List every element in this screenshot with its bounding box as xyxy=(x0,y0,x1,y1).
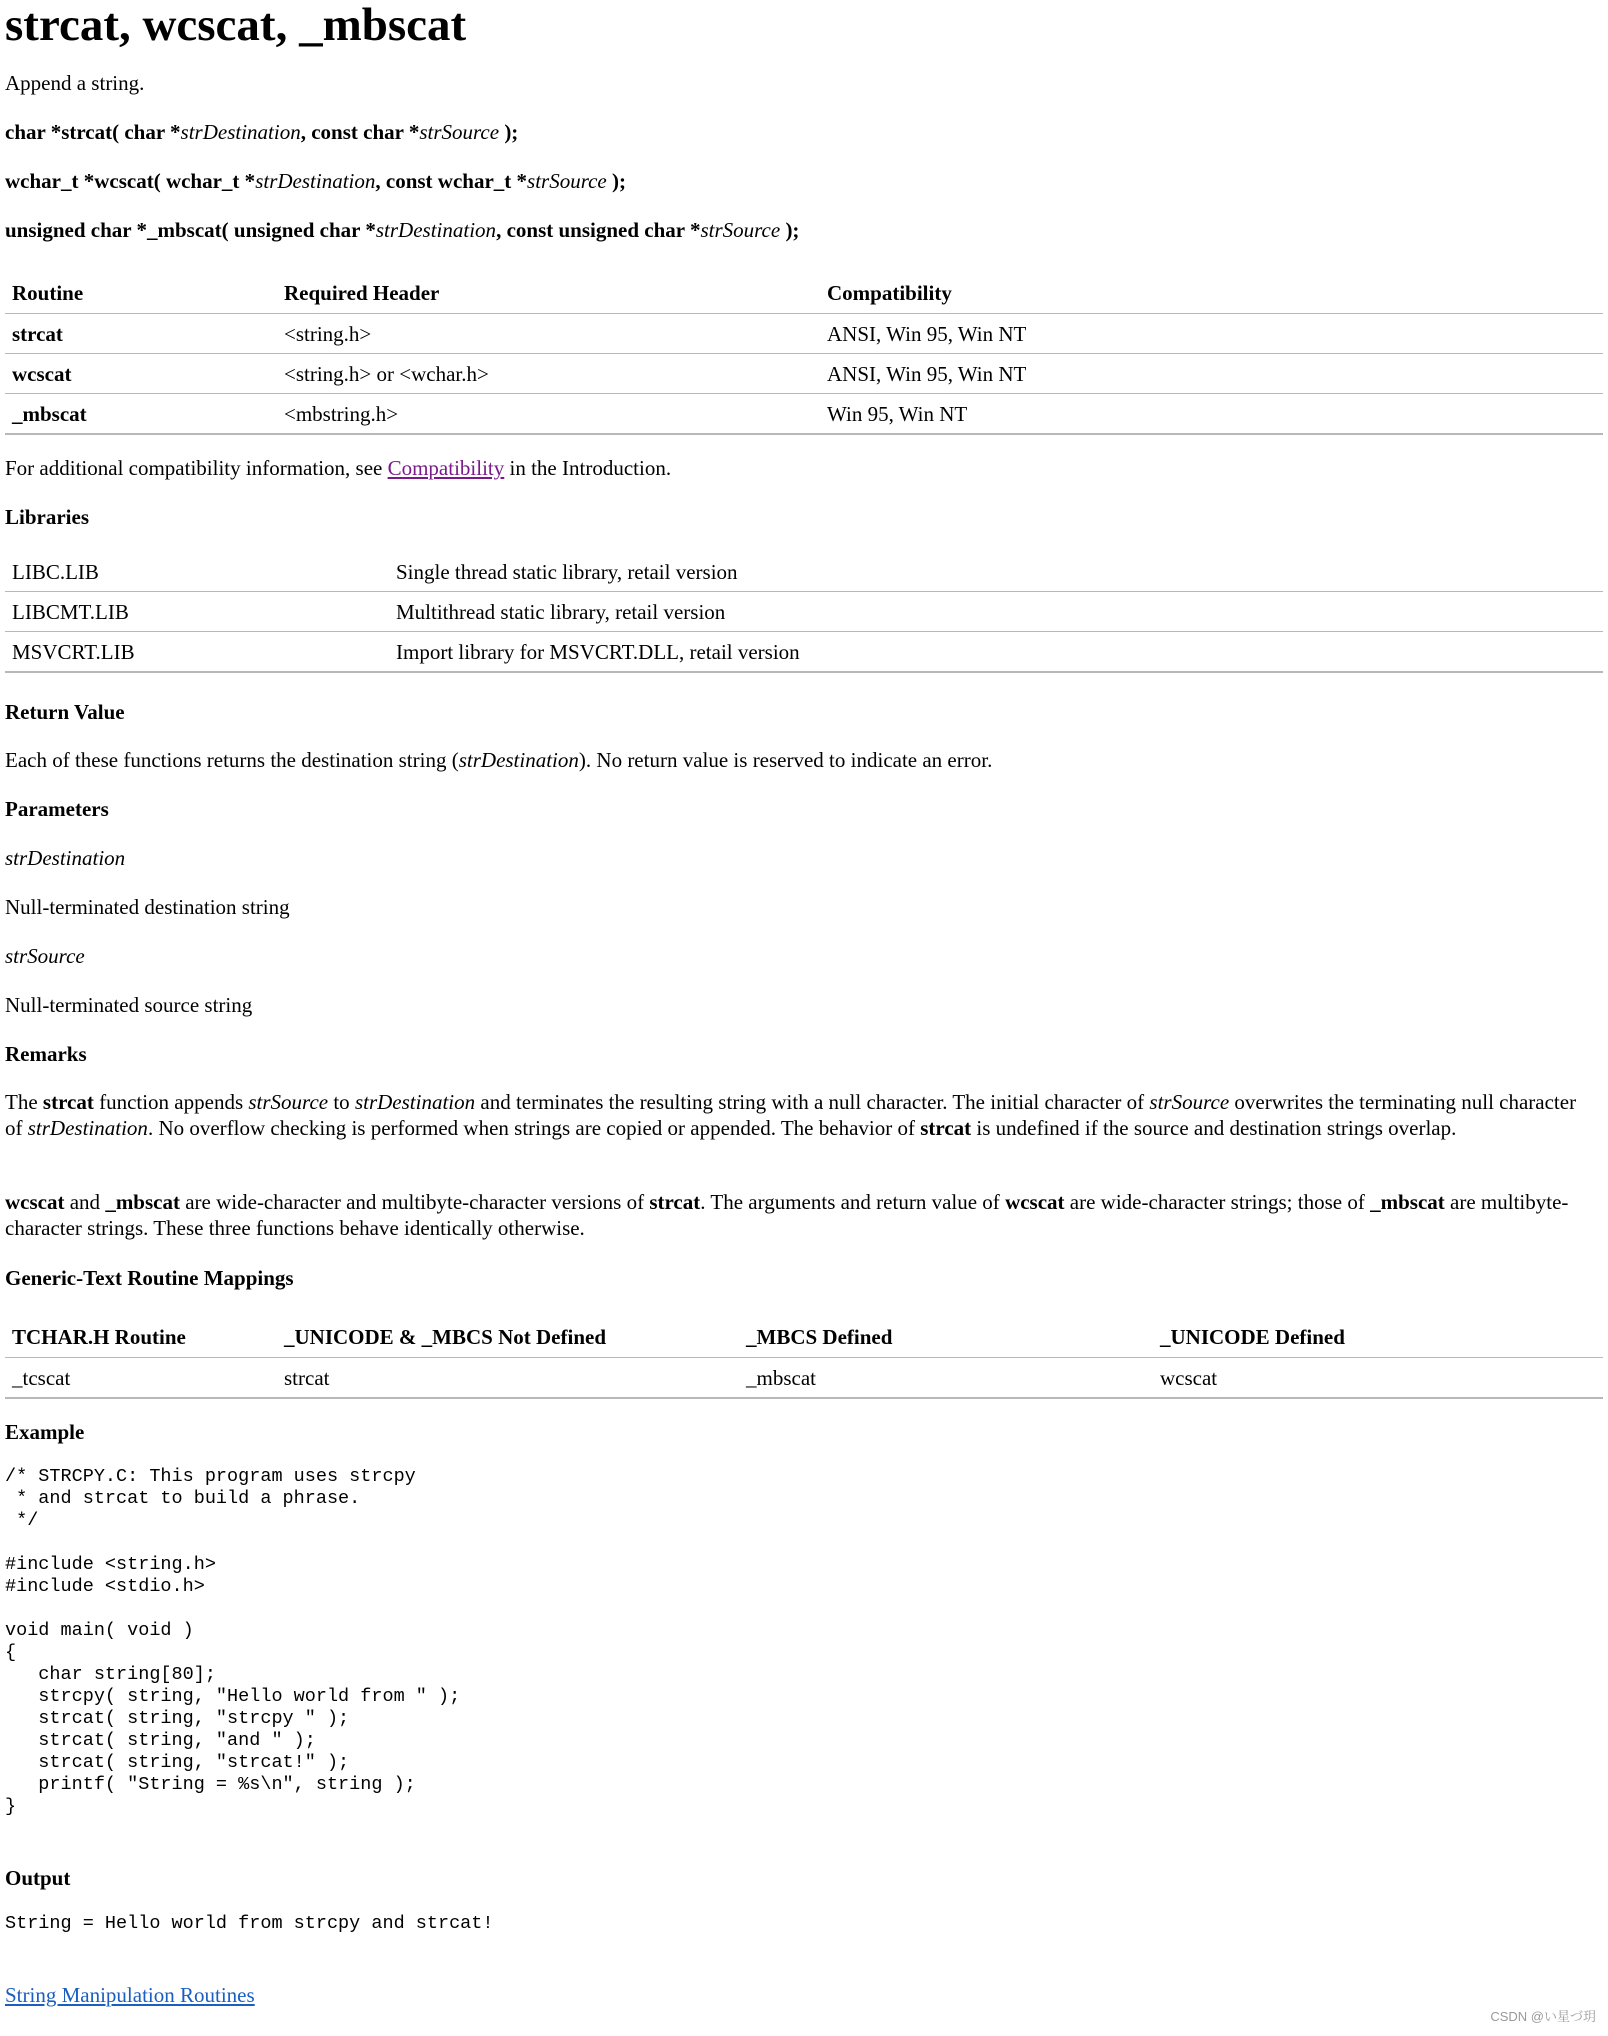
footer-links xyxy=(5,1982,255,2008)
parameters-heading: Parameters xyxy=(5,797,109,821)
function-name: _mbscat xyxy=(1370,1190,1445,1214)
routine-cell: strcat xyxy=(5,314,277,354)
param-ref: strDestination xyxy=(180,120,301,144)
text-run: are wide-character strings; those of xyxy=(1064,1190,1371,1214)
text-run: function appends xyxy=(93,1090,249,1114)
column-header: Routine xyxy=(5,262,277,314)
routine-cell: wcscat xyxy=(5,354,277,394)
compatibility-table xyxy=(5,262,1603,435)
signature-mid: , const wchar_t * xyxy=(375,169,528,193)
compat-cell: Win 95, Win NT xyxy=(820,394,1603,435)
function-name: wcscat xyxy=(1005,1190,1065,1214)
column-header: Required Header xyxy=(277,262,820,314)
library-desc: Single thread static library, retail version xyxy=(389,552,1603,592)
param-ref: strSource xyxy=(248,1090,329,1114)
example-heading: Example xyxy=(5,1420,85,1444)
function-name: strcat xyxy=(42,1090,94,1114)
mappings-table xyxy=(5,1306,1603,1399)
libraries-heading: Libraries xyxy=(5,505,89,529)
function-name: strcat xyxy=(920,1116,972,1140)
return-text: ). No return value is reserved to indicate an error. xyxy=(578,748,993,772)
function-name: _mbscat xyxy=(105,1190,180,1214)
signature-strcat xyxy=(5,119,518,145)
param-ref: strSource xyxy=(419,120,500,144)
signature-end: ); xyxy=(499,120,519,144)
header-cell: <mbstring.h> xyxy=(277,394,820,435)
library-desc: Multithread static library, retail version xyxy=(389,592,1603,632)
param-ref: strSource xyxy=(700,218,781,242)
text-run: and xyxy=(64,1190,106,1214)
table-row xyxy=(5,354,1603,394)
output-heading: Output xyxy=(5,1866,71,1890)
param-ref: strSource xyxy=(527,169,607,193)
param-ref: strDestination xyxy=(5,846,126,870)
library-name: LIBCMT.LIB xyxy=(5,592,389,632)
signature-wcscat xyxy=(5,168,626,194)
param-ref: strDestination xyxy=(255,169,376,193)
text-run: are multibyte-character strings. These three functions behave identically otherwise. xyxy=(5,1190,1569,1240)
table-row xyxy=(5,1358,1603,1399)
column-header: _UNICODE & _MBCS Not Defined xyxy=(277,1306,739,1358)
mapping-cell: wcscat xyxy=(1153,1358,1603,1399)
signature-return: char *strcat( char * xyxy=(5,120,181,144)
function-name: wcscat xyxy=(5,1190,65,1214)
header-cell: <string.h> or <wchar.h> xyxy=(277,354,820,394)
return-value-text xyxy=(5,747,992,773)
remarks-paragraph xyxy=(5,1189,1595,1241)
column-header: Compatibility xyxy=(820,262,1603,314)
signature-mid: , const char * xyxy=(300,120,420,144)
summary-text: Append a string. xyxy=(5,71,145,95)
signature-end: ); xyxy=(780,218,800,242)
signature-return: unsigned char *_mbscat( unsigned char * xyxy=(5,218,376,242)
table-row xyxy=(5,592,1603,632)
note-text: For additional compatibility information, see xyxy=(5,456,388,480)
compatibility-link[interactable]: Compatibility xyxy=(387,456,505,480)
mappings-heading: Generic-Text Routine Mappings xyxy=(5,1266,294,1290)
remarks-heading: Remarks xyxy=(5,1042,87,1066)
note-text: in the Introduction. xyxy=(504,456,672,480)
output-text: String = Hello world from strcpy and strcat! xyxy=(5,1913,494,1934)
signature-mbscat xyxy=(5,217,799,243)
param-ref: strDestination xyxy=(354,1090,476,1114)
param-name xyxy=(5,943,85,969)
text-run: . The arguments and return value of xyxy=(700,1190,1006,1214)
param-desc: Null-terminated destination string xyxy=(5,895,290,919)
param-name xyxy=(5,845,125,871)
compatibility-note xyxy=(5,455,671,481)
text-run: and terminates the resulting string with a null character. The initial character of xyxy=(475,1090,1150,1114)
compat-cell: ANSI, Win 95, Win NT xyxy=(820,354,1603,394)
example-code: /* STRCPY.C: This program uses strcpy * and strcat to build a phrase. */ #include <string.h> #include <stdio.h> void main( void ) { char string[80]; strcpy( string, "Hello world from " ); strcat( string, "strcpy " ); strcat( string, "and " ); strcat( string, "strcat!" ); printf( "String = %s\n", string ); } xyxy=(5,1466,461,1817)
param-ref: strDestination xyxy=(458,748,579,772)
signature-end: ); xyxy=(606,169,626,193)
table-row xyxy=(5,552,1603,592)
mapping-cell: strcat xyxy=(277,1358,739,1399)
text-run: . No overflow checking is performed when strings are copied or appended. The behavior of xyxy=(147,1116,921,1140)
table-row xyxy=(5,632,1603,673)
signature-mid: , const unsigned char * xyxy=(496,218,701,242)
text-run: to xyxy=(328,1090,355,1114)
text-run: The xyxy=(5,1090,43,1114)
column-header: _UNICODE Defined xyxy=(1153,1306,1603,1358)
signature-return: wchar_t *wcscat( wchar_t * xyxy=(5,169,256,193)
function-name: strcat xyxy=(649,1190,701,1214)
string-manipulation-link[interactable]: String Manipulation Routines xyxy=(5,1983,255,2007)
column-header: _MBCS Defined xyxy=(739,1306,1153,1358)
header-cell: <string.h> xyxy=(277,314,820,354)
text-run: overwrites the terminating null character of xyxy=(5,1090,1577,1140)
return-value-heading: Return Value xyxy=(5,700,125,724)
libraries-table xyxy=(5,552,1603,673)
library-name: LIBC.LIB xyxy=(5,552,389,592)
column-header: TCHAR.H Routine xyxy=(5,1306,277,1358)
library-name: MSVCRT.LIB xyxy=(5,632,389,673)
compat-cell: ANSI, Win 95, Win NT xyxy=(820,314,1603,354)
library-desc: Import library for MSVCRT.DLL, retail version xyxy=(389,632,1603,673)
param-ref: strSource xyxy=(1149,1090,1230,1114)
param-desc: Null-terminated source string xyxy=(5,993,253,1017)
param-ref: strSource xyxy=(5,944,85,968)
text-run: are wide-character and multibyte-character versions of xyxy=(179,1190,650,1214)
watermark: CSDN @い星づ玥 xyxy=(1490,2009,1596,2024)
mapping-cell: _tcscat xyxy=(5,1358,277,1399)
param-ref: strDestination xyxy=(375,218,497,242)
routine-cell: _mbscat xyxy=(5,394,277,435)
param-ref: strDestination xyxy=(27,1116,148,1140)
mapping-cell: _mbscat xyxy=(739,1358,1153,1399)
text-run: is undefined if the source and destination strings overlap. xyxy=(971,1116,1457,1140)
page-title: strcat, wcscat, _mbscat xyxy=(5,0,467,51)
remarks-paragraph xyxy=(5,1089,1595,1141)
return-text: Each of these functions returns the destination string ( xyxy=(5,748,459,772)
table-row xyxy=(5,394,1603,435)
table-row xyxy=(5,314,1603,354)
